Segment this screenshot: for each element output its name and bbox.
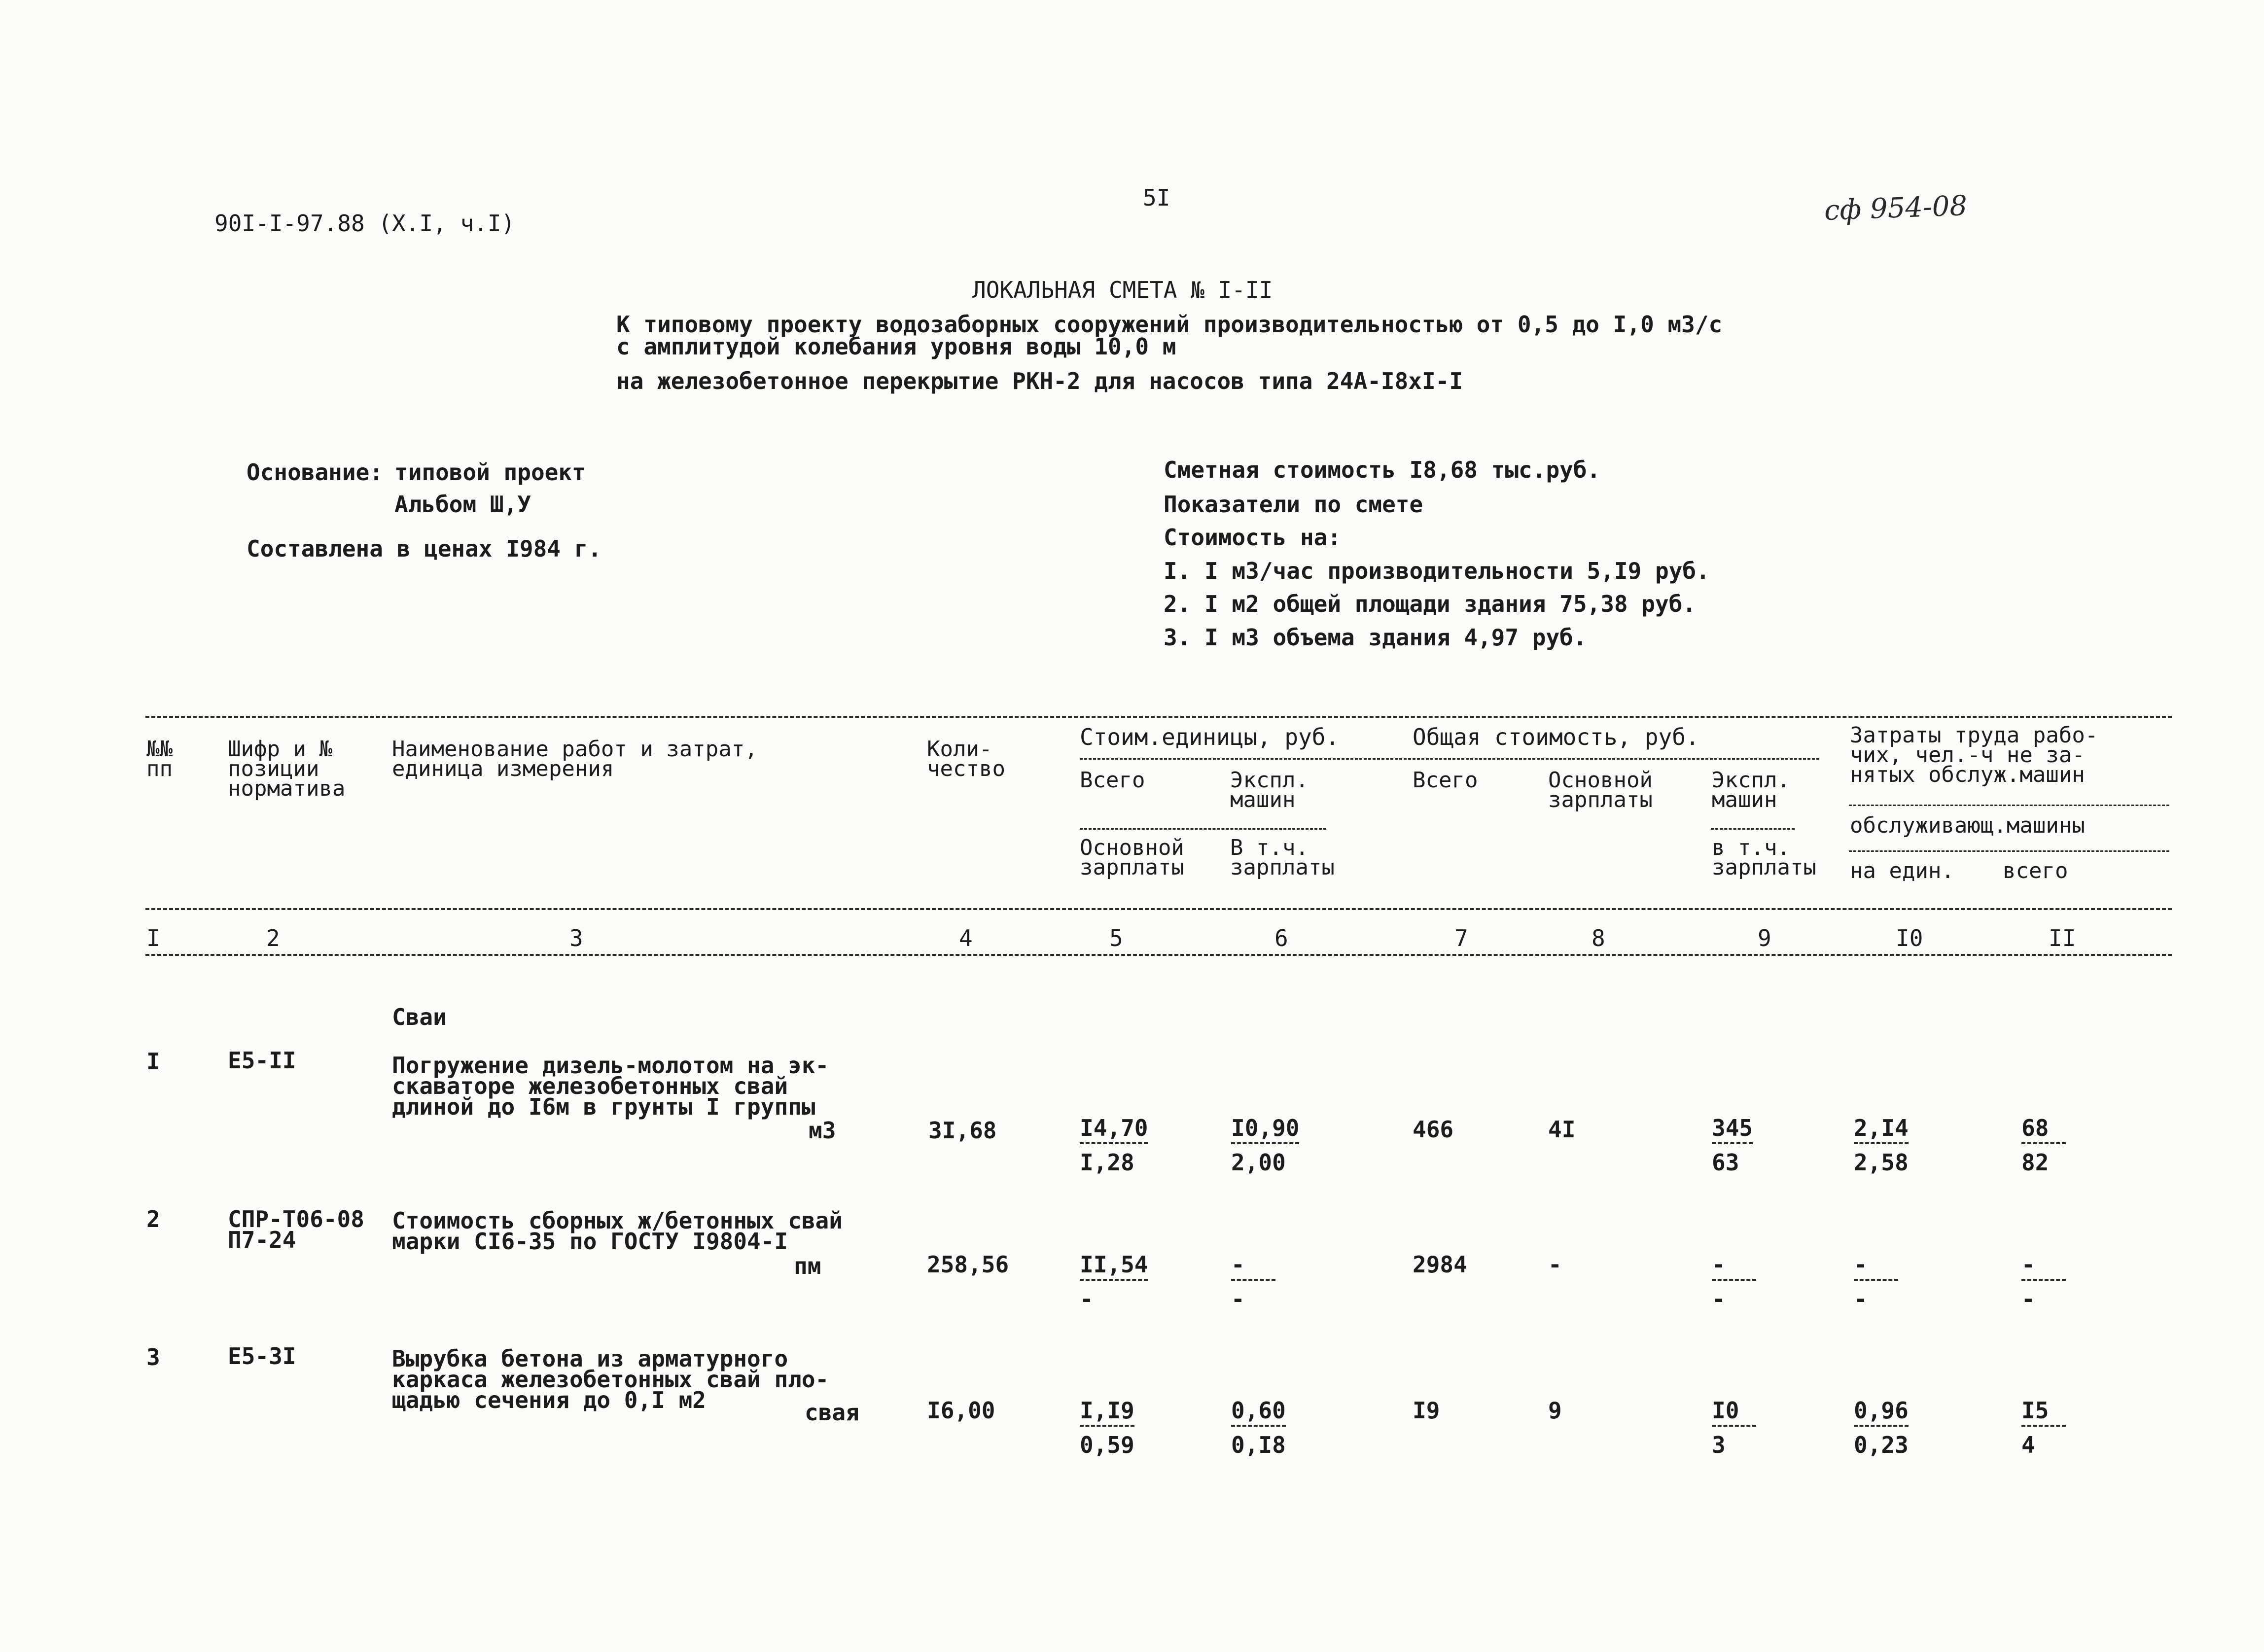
row-unit: свая bbox=[805, 1399, 859, 1426]
row-unit: м3 bbox=[809, 1117, 836, 1144]
unit-machine-cost: - bbox=[1231, 1251, 1245, 1278]
row-unit-cost bbox=[1080, 1399, 1134, 1456]
row-unit-machine-cost bbox=[1231, 1117, 1299, 1174]
basis-album: Альбом Ш,У bbox=[394, 491, 531, 518]
labor-per-unit-workers: - bbox=[1854, 1251, 1868, 1278]
row-total-cost: 2984 bbox=[1413, 1251, 1467, 1278]
column-number-7: 7 bbox=[1454, 925, 1468, 951]
row-code: Е5-II bbox=[228, 1047, 296, 1074]
column-number-1: I bbox=[146, 925, 160, 951]
header-quantity: Коли- чество bbox=[927, 737, 1005, 781]
row-code: СПР-Т06-08 П7-24 bbox=[228, 1206, 364, 1253]
title-line-2: с амплитудой колебания уровня воды 10,0 м bbox=[616, 333, 1176, 360]
header-code: Шифр и № позиции норматива bbox=[228, 737, 346, 801]
total-machine-wage: 63 bbox=[1712, 1149, 1739, 1176]
unit-cost-total: I4,70 bbox=[1080, 1115, 1148, 1141]
page-number: 5I bbox=[1143, 184, 1170, 211]
unit-cost-wage: - bbox=[1080, 1286, 1094, 1312]
header-item-number: №№ пп bbox=[146, 737, 173, 781]
unit-cost-total: I,I9 bbox=[1080, 1397, 1134, 1424]
column-number-10: I0 bbox=[1896, 925, 1923, 951]
indicator-item-1: I. I м3/час производительности 5,I9 руб. bbox=[1164, 558, 1710, 584]
estimated-cost: Сметная стоимость I8,68 тыс.руб. bbox=[1164, 457, 1601, 483]
total-machine-wage: 3 bbox=[1712, 1432, 1726, 1458]
basis-label: Основание: bbox=[247, 459, 383, 486]
column-number-2: 2 bbox=[266, 925, 280, 951]
header-unit-cost-total: Всего bbox=[1080, 768, 1145, 793]
section-title: Сваи bbox=[392, 1004, 447, 1030]
unit-machine-cost: I0,90 bbox=[1231, 1115, 1300, 1141]
header-bottom-rule bbox=[145, 908, 2172, 910]
header-labor-service: обслуживающ.машины bbox=[1850, 813, 2085, 838]
labor-total-service: 4 bbox=[2021, 1432, 2035, 1458]
row-total-cost: I9 bbox=[1413, 1397, 1440, 1424]
unit-machine-cost: 0,60 bbox=[1231, 1397, 1286, 1424]
row-unit: пм bbox=[794, 1253, 821, 1279]
column-number-5: 5 bbox=[1109, 925, 1123, 951]
unit-cost-total: II,54 bbox=[1080, 1251, 1148, 1278]
labor-total-service: - bbox=[2021, 1286, 2035, 1312]
row-quantity: 258,56 bbox=[927, 1251, 1009, 1278]
labor-total-workers: - bbox=[2021, 1251, 2035, 1278]
header-total-cost-group: Общая стоимость, руб. bbox=[1413, 724, 1699, 750]
title-line-1: К типовому проекту водозаборных сооружений производительностью от 0,5 до I,0 м3/с bbox=[616, 311, 1723, 338]
row-unit-cost bbox=[1080, 1117, 1148, 1174]
row-code: Е5-3I bbox=[228, 1343, 296, 1370]
column-number-rule bbox=[145, 954, 2172, 956]
machine-sub-rule bbox=[1711, 828, 1795, 830]
unit-cost-wage: 0,59 bbox=[1080, 1432, 1134, 1458]
labor-sub-rule-1 bbox=[1849, 805, 2169, 806]
row-work-name: Погружение дизель-молотом на эк- скаваторе железобетонных свай длиной до I6м в грунты I группы bbox=[392, 1052, 829, 1120]
labor-sub-rule-2 bbox=[1849, 850, 2169, 852]
row-labor-total bbox=[2021, 1399, 2066, 1456]
row-work-name: Стоимость сборных ж/бетонных свай марки СI6-35 по ГОСТУ I9804-I bbox=[392, 1207, 843, 1255]
row-unit-cost bbox=[1080, 1253, 1148, 1310]
labor-total-workers: I5 bbox=[2021, 1397, 2049, 1424]
unit-machine-wage: - bbox=[1231, 1286, 1245, 1312]
row-unit-machine-cost bbox=[1231, 1253, 1275, 1310]
basis-value: типовой проект bbox=[394, 459, 586, 486]
header-total-cost: Всего bbox=[1413, 768, 1478, 793]
header-unit-cost-machine: Экспл. машин bbox=[1230, 768, 1309, 812]
header-total-machine-wage: в т.ч. зарплаты bbox=[1712, 835, 1816, 880]
labor-per-unit-workers: 2,I4 bbox=[1854, 1115, 1909, 1141]
header-total-machine: Экспл. машин bbox=[1712, 768, 1790, 812]
row-quantity: 3I,68 bbox=[928, 1117, 997, 1144]
indicator-item-3: 3. I м3 объема здания 4,97 руб. bbox=[1164, 624, 1587, 651]
labor-per-unit-service: - bbox=[1854, 1286, 1868, 1312]
row-total-cost: 466 bbox=[1413, 1116, 1454, 1143]
row-total-wage: 4I bbox=[1548, 1116, 1576, 1143]
total-machine-cost: - bbox=[1712, 1251, 1726, 1278]
row-total-machine bbox=[1712, 1117, 1753, 1174]
header-unit-cost-machine-wage: В т.ч. зарплаты bbox=[1230, 835, 1335, 880]
labor-total-workers: 68 bbox=[2021, 1115, 2049, 1141]
labor-per-unit-workers: 0,96 bbox=[1854, 1397, 1909, 1424]
row-total-machine bbox=[1712, 1399, 1756, 1456]
row-labor-total bbox=[2021, 1117, 2066, 1174]
row-number: I bbox=[146, 1048, 160, 1075]
group-rule-cost bbox=[1080, 758, 1819, 760]
row-labor-total bbox=[2021, 1253, 2066, 1310]
row-total-wage: - bbox=[1548, 1251, 1562, 1278]
row-labor-per-unit bbox=[1854, 1253, 1898, 1310]
row-number: 2 bbox=[146, 1206, 160, 1232]
row-labor-per-unit bbox=[1854, 1399, 1909, 1456]
unit-machine-wage: 0,I8 bbox=[1231, 1432, 1286, 1458]
row-number: 3 bbox=[146, 1344, 160, 1371]
column-number-8: 8 bbox=[1592, 925, 1605, 951]
row-total-machine bbox=[1712, 1253, 1756, 1310]
unit-cost-sub-rule bbox=[1080, 828, 1326, 830]
column-number-3: 3 bbox=[569, 925, 583, 951]
table-top-rule bbox=[145, 716, 2172, 718]
indicators-heading: Показатели по смете bbox=[1164, 491, 1423, 518]
unit-cost-wage: I,28 bbox=[1080, 1149, 1134, 1176]
total-machine-cost: I0 bbox=[1712, 1397, 1739, 1424]
row-total-wage: 9 bbox=[1548, 1397, 1562, 1424]
header-total-wage: Основной зарплаты bbox=[1548, 768, 1653, 812]
indicator-item-2: 2. I м2 общей площади здания 75,38 руб. bbox=[1164, 591, 1697, 617]
row-unit-machine-cost bbox=[1231, 1399, 1286, 1456]
column-number-9: 9 bbox=[1758, 925, 1771, 951]
labor-per-unit-service: 2,58 bbox=[1854, 1149, 1909, 1176]
handwritten-note: сф 954-08 bbox=[1823, 189, 1968, 227]
column-number-4: 4 bbox=[959, 925, 973, 951]
row-work-name: Вырубка бетона из арматурного каркаса железобетонных свай пло- щадью сечения до 0,I м2 bbox=[392, 1345, 829, 1413]
column-number-11: II bbox=[2049, 925, 2076, 951]
labor-per-unit-service: 0,23 bbox=[1854, 1432, 1909, 1458]
total-machine-wage: - bbox=[1712, 1286, 1726, 1312]
header-unit-cost-wage: Основной зарплаты bbox=[1080, 835, 1184, 880]
header-unit-cost-group: Стоим.единицы, руб. bbox=[1080, 724, 1340, 750]
column-number-6: 6 bbox=[1274, 925, 1288, 951]
row-quantity: I6,00 bbox=[927, 1397, 995, 1424]
prices-basis: Составлена в ценах I984 г. bbox=[247, 535, 602, 562]
title-line-3: на железобетонное перекрытие РКН-2 для насосов типа 24А-I8хI-I bbox=[616, 368, 1463, 394]
header-labor-per-unit: на един. bbox=[1850, 858, 1954, 883]
total-machine-cost: 345 bbox=[1712, 1115, 1753, 1141]
unit-machine-wage: 2,00 bbox=[1231, 1149, 1286, 1176]
row-labor-per-unit bbox=[1854, 1117, 1909, 1174]
header-work-name: Наименование работ и затрат, единица измерения bbox=[392, 737, 758, 781]
document-code: 90I-I-97.88 (X.I, ч.I) bbox=[214, 210, 515, 237]
labor-total-service: 82 bbox=[2021, 1149, 2049, 1176]
header-labor-total: всего bbox=[2003, 858, 2068, 883]
cost-on-label: Стоимость на: bbox=[1164, 524, 1342, 551]
estimate-title: ЛОКАЛЬНАЯ СМЕТА № I-II bbox=[972, 277, 1273, 303]
header-labor-group: Затраты труда рабо- чих, чел.-ч не за- нятых обслуж.машин bbox=[1850, 723, 2098, 787]
